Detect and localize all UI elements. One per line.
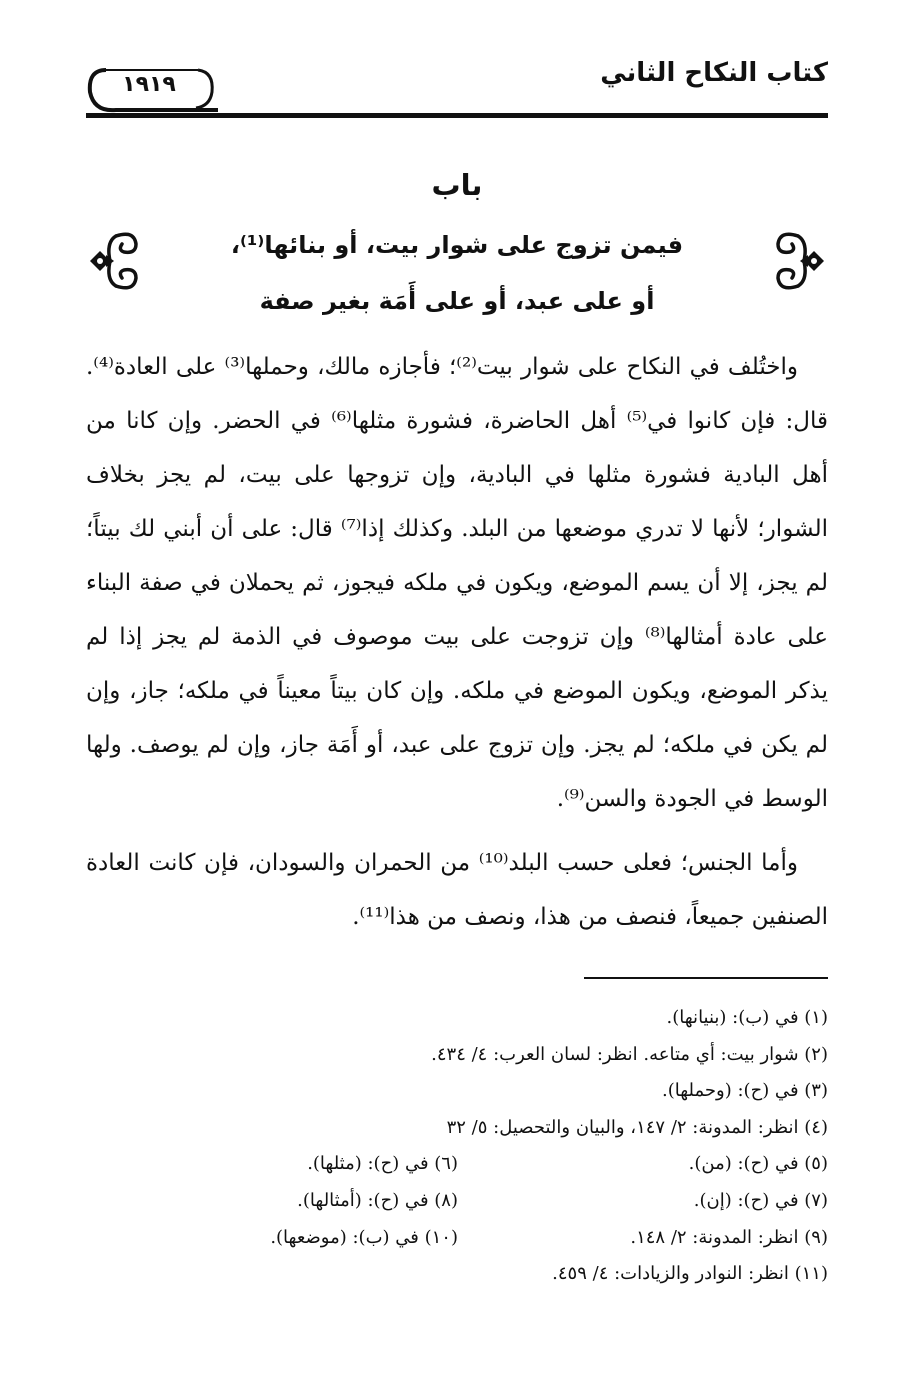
footnote-9: (٩) انظر: المدونة: ٢/ ١٤٨. — [630, 1226, 828, 1248]
footnote-row — [86, 1220, 828, 1257]
footnote-row — [86, 1000, 828, 1037]
footnote-row — [86, 1037, 828, 1074]
footnote-row — [86, 1073, 828, 1110]
footnote-row — [86, 1110, 828, 1147]
body-paragraph-2: وأما الجنس؛ فعلى حسب البلد⁽¹⁰⁾ من الحمران والسودان، فإن كانت العادة الصنفين جميعاً، فنصف من هذا، ونصف من هذا⁽¹¹⁾. — [86, 850, 828, 930]
chapter-title-line-1: فيمن تزوج على شوار بيت، أو بنائها⁽¹⁾، — [230, 231, 684, 259]
footnote-2: (٢) شوار بيت: أي متاعه. انظر: لسان العرب: ٤/ ٤٣٤. — [431, 1043, 828, 1065]
footnote-3: (٣) في (ح): (وحملها). — [662, 1080, 828, 1102]
footnote-separator — [584, 977, 828, 979]
footnote-8: (٨) في (ح): (أمثالها). — [297, 1189, 458, 1211]
footnote-1: (١) في (ب): (بنيانها). — [666, 1007, 828, 1028]
footnote-row — [86, 1256, 828, 1293]
running-title: كتاب النكاح الثاني — [600, 58, 828, 88]
footnote-row — [86, 1183, 828, 1220]
footnote-4: (٤) انظر: المدونة: ٢/ ١٤٧، والبيان والتحصيل: ٥/ ٣٢ — [446, 1116, 828, 1138]
body-paragraph-1: واختُلف في النكاح على شوار بيت⁽²⁾؛ فأجازه مالك، وحملها⁽³⁾ على العادة⁽⁴⁾. قال: فإن كانوا في⁽⁵⁾ أهل الحاضرة، فشورة مثلها⁽⁶⁾ في الحضر. وإن كانا من أهل البادية فشورة مثلها في البادية، وإن تزوجها على بيت، لم يجز بخلاف الشوار؛ لأنها لا تدري موضعها من البلد. وكذلك إذا⁽⁷⁾ قال: على أن أبني لك بيتاً؛ لم يجز، إلا أن يسم الموضع، ويكون في ملكه فيجوز، ثم يحملان في صفة البناء على عادة أمثالها⁽⁸⁾ وإن تزوجت على بيت موصوف في الذمة لم يجز إذا لم يذكر الموضع، ويكون الموضع في ملكه. وإن كان بيتاً معيناً في ملكه؛ جاز، وإن لم يكن في ملكه؛ لم يجز. وإن تزوج على عبد، أو أَمَة جاز، وإن لم يوصف. ولها الوسط في الجودة والسن⁽⁹⁾. — [86, 354, 828, 812]
footnote-6: (٦) في (ح): (مثلها). — [307, 1153, 458, 1175]
footnote-5: (٥) في (ح): (من). — [688, 1153, 828, 1175]
footnotes — [86, 1000, 828, 1293]
ornament-right-icon — [764, 222, 828, 300]
footnote-row — [86, 1146, 828, 1183]
footnote-7: (٧) في (ح): (إن). — [693, 1189, 828, 1211]
body-text — [86, 340, 828, 944]
chapter-heading: باب — [431, 168, 483, 202]
chapter-title-line-2: أو على عبد، أو على أَمَة بغير صفة — [259, 287, 655, 315]
footnote-10: (١٠) في (ب): (موضعها). — [270, 1226, 458, 1248]
page-number: ١٩١٩ — [122, 72, 176, 97]
ornament-left-icon — [86, 222, 150, 300]
footnote-11: (١١) انظر: النوادر والزيادات: ٤/ ٤٥٩. — [552, 1263, 828, 1285]
